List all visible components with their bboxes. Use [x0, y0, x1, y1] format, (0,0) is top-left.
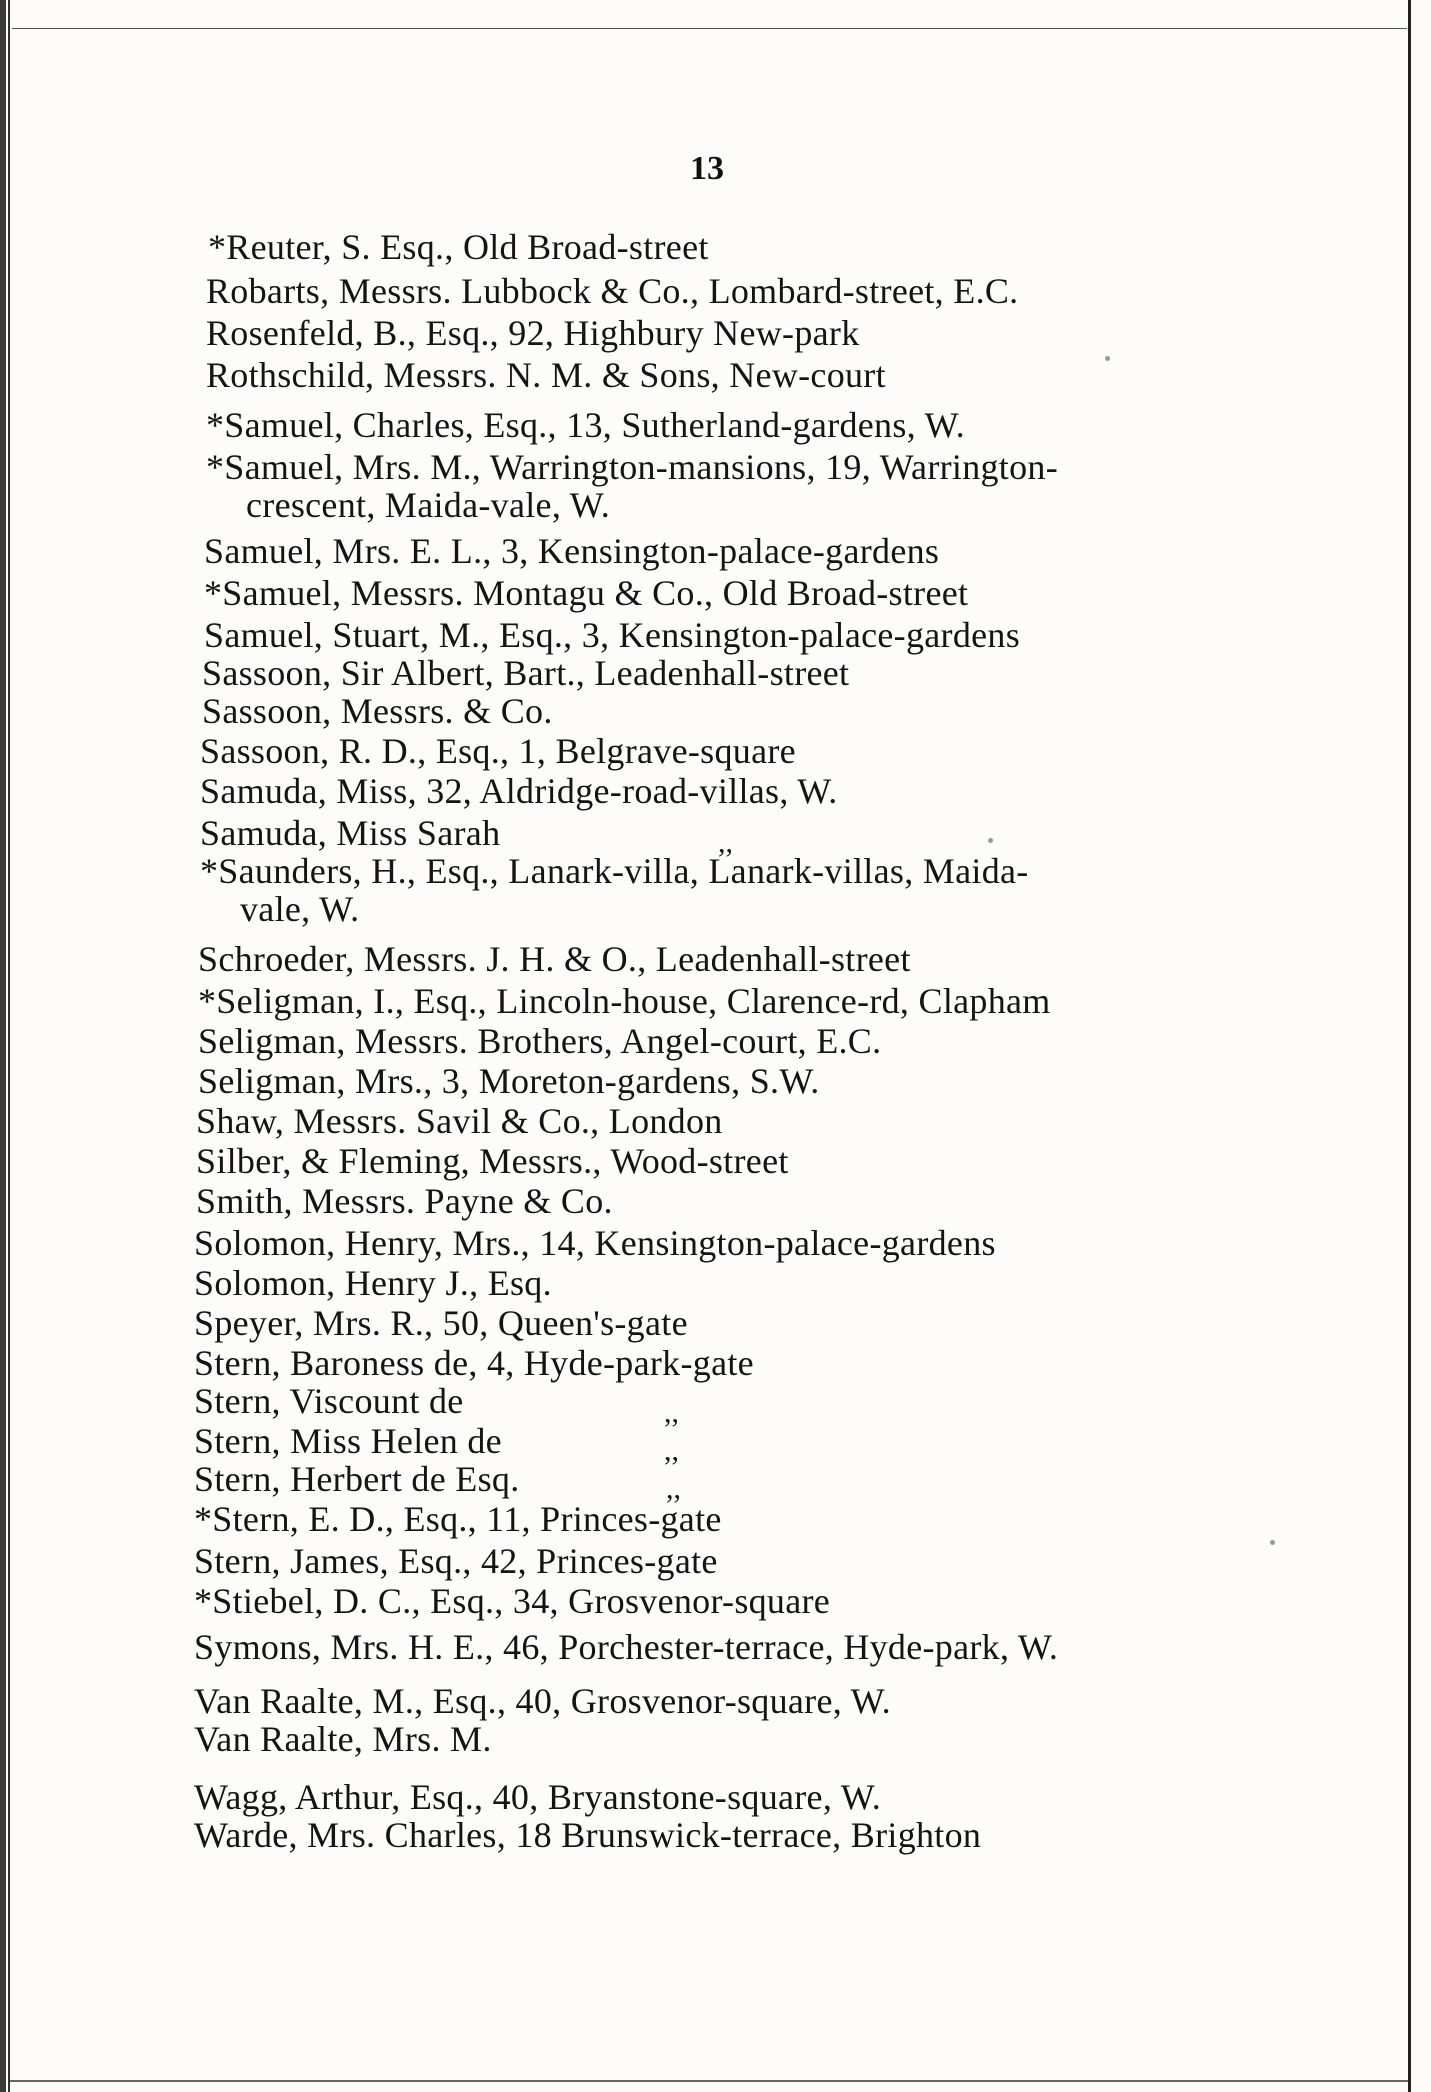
- left-edge-line: [8, 0, 10, 2092]
- list-item: Speyer, Mrs. R., 50, Queen's-gate: [194, 1303, 688, 1343]
- top-edge-line: [12, 28, 1407, 29]
- right-edge-line: [1408, 0, 1411, 2092]
- list-item: *Stern, E. D., Esq., 11, Princes-gate: [194, 1499, 722, 1539]
- page-number: 13: [690, 150, 724, 187]
- list-item: Sassoon, R. D., Esq., 1, Belgrave-square: [200, 731, 796, 771]
- list-item: Samuda, Miss, 32, Aldridge-road-villas, W.: [200, 771, 838, 811]
- list-item: Symons, Mrs. H. E., 46, Porchester-terrace, Hyde-park, W.: [194, 1627, 1059, 1667]
- list-item: Seligman, Mrs., 3, Moreton-gardens, S.W.: [198, 1061, 820, 1101]
- list-item: Rosenfeld, B., Esq., 92, Highbury New-park: [206, 313, 860, 353]
- list-item: *Saunders, H., Esq., Lanark-villa, Lanark-villas, Maida-: [200, 851, 1029, 891]
- list-item: Silber, & Fleming, Messrs., Wood-street: [196, 1141, 789, 1181]
- ditto-mark: ,,: [664, 1396, 679, 1429]
- list-item: Sassoon, Sir Albert, Bart., Leadenhall-street: [202, 653, 850, 693]
- left-edge-shadow: [0, 0, 6, 2092]
- list-item: Solomon, Henry J., Esq.: [194, 1263, 552, 1303]
- list-item: Samuel, Mrs. E. L., 3, Kensington-palace-gardens: [204, 531, 940, 571]
- list-item: Samuda, Miss Sarah: [200, 813, 501, 853]
- list-item: Warde, Mrs. Charles, 18 Brunswick-terrace, Brighton: [194, 1815, 982, 1855]
- list-item: Rothschild, Messrs. N. M. & Sons, New-court: [206, 355, 886, 395]
- list-item: Van Raalte, M., Esq., 40, Grosvenor-square, W.: [194, 1681, 891, 1721]
- paper-speck: [1270, 1540, 1275, 1545]
- list-item: Wagg, Arthur, Esq., 40, Bryanstone-square, W.: [194, 1777, 882, 1817]
- list-item: Stern, James, Esq., 42, Princes-gate: [194, 1541, 718, 1581]
- list-item: *Samuel, Charles, Esq., 13, Sutherland-gardens, W.: [206, 405, 965, 445]
- bottom-edge-line: [10, 2080, 1408, 2082]
- list-item: Smith, Messrs. Payne & Co.: [196, 1181, 613, 1221]
- list-item: *Seligman, I., Esq., Lincoln-house, Clarence-rd, Clapham: [198, 981, 1051, 1021]
- list-item-continuation: vale, W.: [240, 889, 360, 929]
- list-item: *Reuter, S. Esq., Old Broad-street: [208, 227, 709, 267]
- ditto-mark: ,,: [664, 1434, 679, 1467]
- list-item: Schroeder, Messrs. J. H. & O., Leadenhall-street: [198, 939, 911, 979]
- paper-speck: [988, 838, 993, 843]
- ditto-mark: ,,: [666, 1472, 681, 1505]
- list-item: Stern, Baroness de, 4, Hyde-park-gate: [194, 1343, 754, 1383]
- list-item: *Stiebel, D. C., Esq., 34, Grosvenor-square: [194, 1581, 831, 1621]
- list-item: *Samuel, Mrs. M., Warrington-mansions, 19, Warrington-: [206, 447, 1058, 487]
- list-item: *Samuel, Messrs. Montagu & Co., Old Broad-street: [204, 573, 969, 613]
- ditto-mark: ,,: [718, 826, 733, 859]
- paper-speck: [1105, 356, 1110, 361]
- list-item: Stern, Miss Helen de: [194, 1421, 502, 1461]
- list-item: Stern, Herbert de Esq.: [194, 1459, 520, 1499]
- list-item: Van Raalte, Mrs. M.: [194, 1719, 492, 1759]
- list-item: Seligman, Messrs. Brothers, Angel-court, E.C.: [198, 1021, 882, 1061]
- list-item: Shaw, Messrs. Savil & Co., London: [196, 1101, 723, 1141]
- list-item: Stern, Viscount de: [194, 1381, 464, 1421]
- list-item-continuation: crescent, Maida-vale, W.: [246, 485, 611, 525]
- list-item: Sassoon, Messrs. & Co.: [202, 691, 553, 731]
- list-item: Robarts, Messrs. Lubbock & Co., Lombard-street, E.C.: [206, 271, 1019, 311]
- list-item: Solomon, Henry, Mrs., 14, Kensington-palace-gardens: [194, 1223, 996, 1263]
- list-item: Samuel, Stuart, M., Esq., 3, Kensington-palace-gardens: [204, 615, 1021, 655]
